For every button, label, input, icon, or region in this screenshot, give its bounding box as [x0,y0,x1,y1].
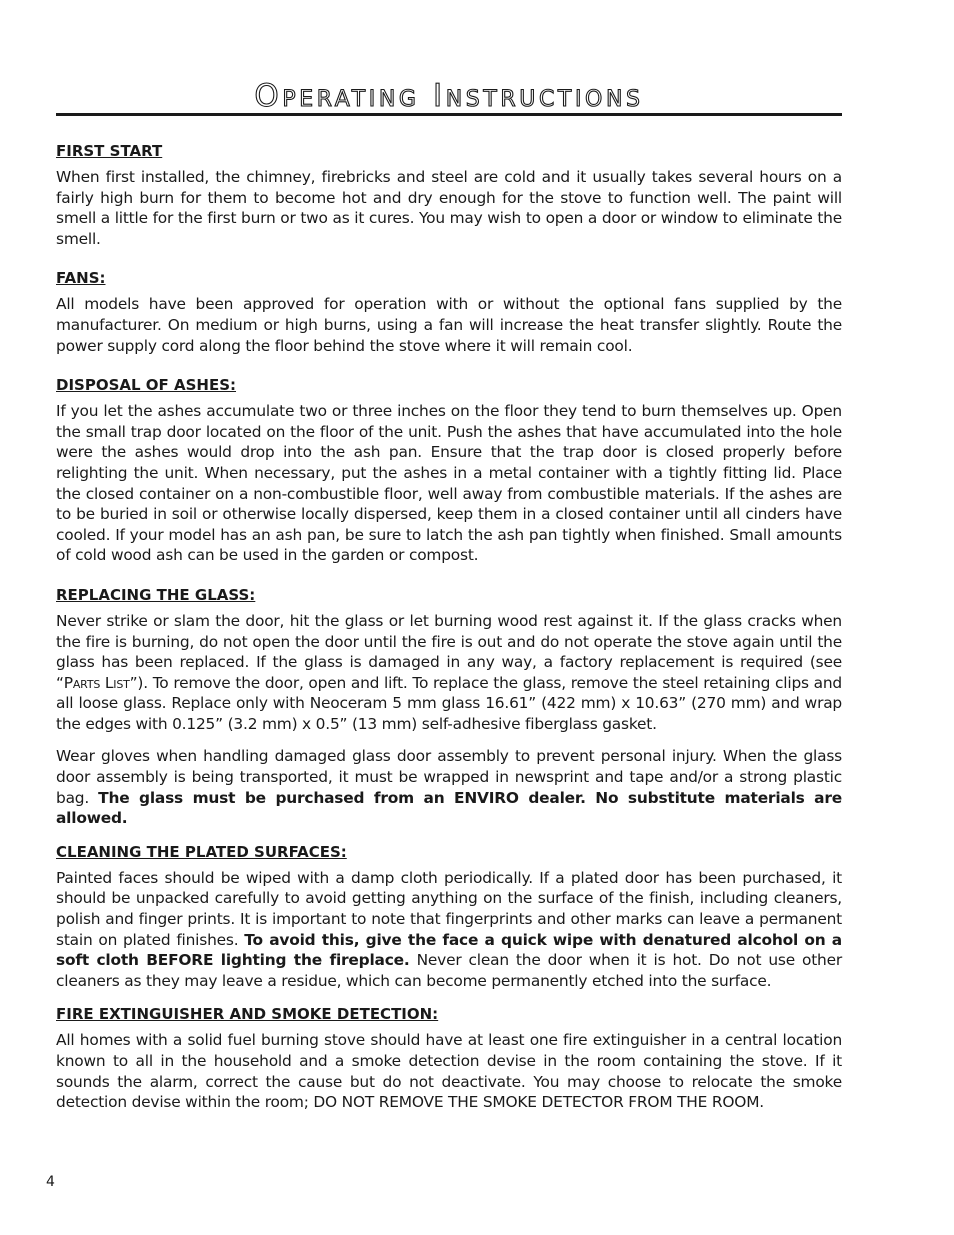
section-heading: DISPOSAL OF ASHES: [56,376,237,395]
text-run: Painted faces should be wiped with a damp cloth periodically. If a plated door has been purchased, it should be unpacked carefully to avoid getting anything on the surface of the finish, including cleaners, polish and finger prints. It is important to note that fingerprints and other marks can leave a permanent stain on plated finishes. [56,868,842,949]
section-heading: FIRE EXTINGUISHER AND SMOKE DETECTION: [56,1005,439,1024]
bold-instruction: To avoid this, give the face a quick wipe with denatured alcohol on a soft cloth BEFORE lighting the fireplace. [56,930,842,970]
section-disposal-of-ashes [56,375,842,566]
section-heading: CLEANING THE PLATED SURFACES: [56,842,347,861]
paragraph [56,868,842,992]
paragraph: If you let the ashes accumulate two or three inches on the floor they tend to burn themselves up. Open the small trap door located on the floor of the unit. Push the ashes that have accumulated into the hole were the ashes would drop into the ash pan. Ensure that the trap door is closed properly before relighting the unit. When necessary, put the ashes in a metal container with a tightly fitting lid. Place the closed container on a non-combustible floor, well away from combustible materials. If the ashes are to be buried in soil or otherwise locally dispersed, keep them in a closed container until all cinders have cooled. If your model has an ash pan, be sure to latch the ash pan tightly when finished. Small amounts of cold wood ash can be used in the garden or compost. [56,402,842,565]
title-rule [56,113,842,116]
paragraph [56,746,842,828]
text-run: Never clean the door when it is hot. Do not use other cleaners as they may leave a residue, which can become permanently etched into the surface. [56,951,842,990]
section-first-start [56,141,842,249]
section-cleaning-plated-surfaces [56,842,842,992]
document-body [56,141,842,1132]
text-run: Wear gloves when handling damaged glass door assembly to prevent personal injury. When the glass door assembly is being transported, it must be wrapped in newsprint and tape and/or a strong plastic bag. [56,747,842,807]
page-number: 4 [46,1174,55,1190]
paragraph: When first installed, the chimney, firebricks and steel are cold and it usually takes several hours on a fairly high burn for them to become hot and dry enough for the stove to function well. The paint will smell a little for the first burn or two as it cures. You may wish to open a door or window to eliminate the smell. [56,168,842,248]
section-heading: FIRST START [56,142,163,160]
text-run: ”). To remove the door, open and lift. To replace the glass, remove the steel retaining clips and all loose glass. Replace only with Neoceram 5 mm glass 16.61” (422 mm) x 10.63” (270 mm) and wrap the edges with 0.125” (3.2 mm) x 0.5” (13 mm) self-adhesive fiberglass gasket. [56,673,843,733]
section-heading: REPLACING THE GLASS: [56,585,256,604]
paragraph: All homes with a solid fuel burning stove should have at least one fire extinguisher in a central location known to all in the household and a smoke detection devise in the room containing the stove. If it sounds the alarm, correct the cause but do not deactivate. You may choose to relocate the smoke detection devise within the room; DO NOT REMOVE THE SMOKE DETECTOR FROM THE ROOM. [56,1031,842,1112]
section-fire-extinguisher [56,1004,842,1112]
page-title: Operating Instructions [254,78,644,114]
bold-warning: The glass must be purchased from an ENVIRO dealer. No substitute materials are allowed. [56,788,842,828]
text-run: Never strike or slam the door, hit the glass or let burning wood rest against it. If the glass cracks when the fire is burning, do not open the door until the fire is out and do not operate the stove again until the glass has been replaced. If the glass is damaged in any way, a factory replacement is required (see “ [56,611,842,692]
paragraph [56,611,842,735]
section-heading: FANS: [56,269,106,288]
parts-list-reference: Parts List [63,673,130,692]
section-fans [56,268,842,356]
paragraph: All models have been approved for operation with or without the optional fans supplied by the manufacturer. On medium or high burns, using a fan will increase the heat transfer slightly. Route the power supply cord along the floor behind the stove where it will remain cool. [56,295,842,355]
section-replacing-the-glass [56,585,842,829]
